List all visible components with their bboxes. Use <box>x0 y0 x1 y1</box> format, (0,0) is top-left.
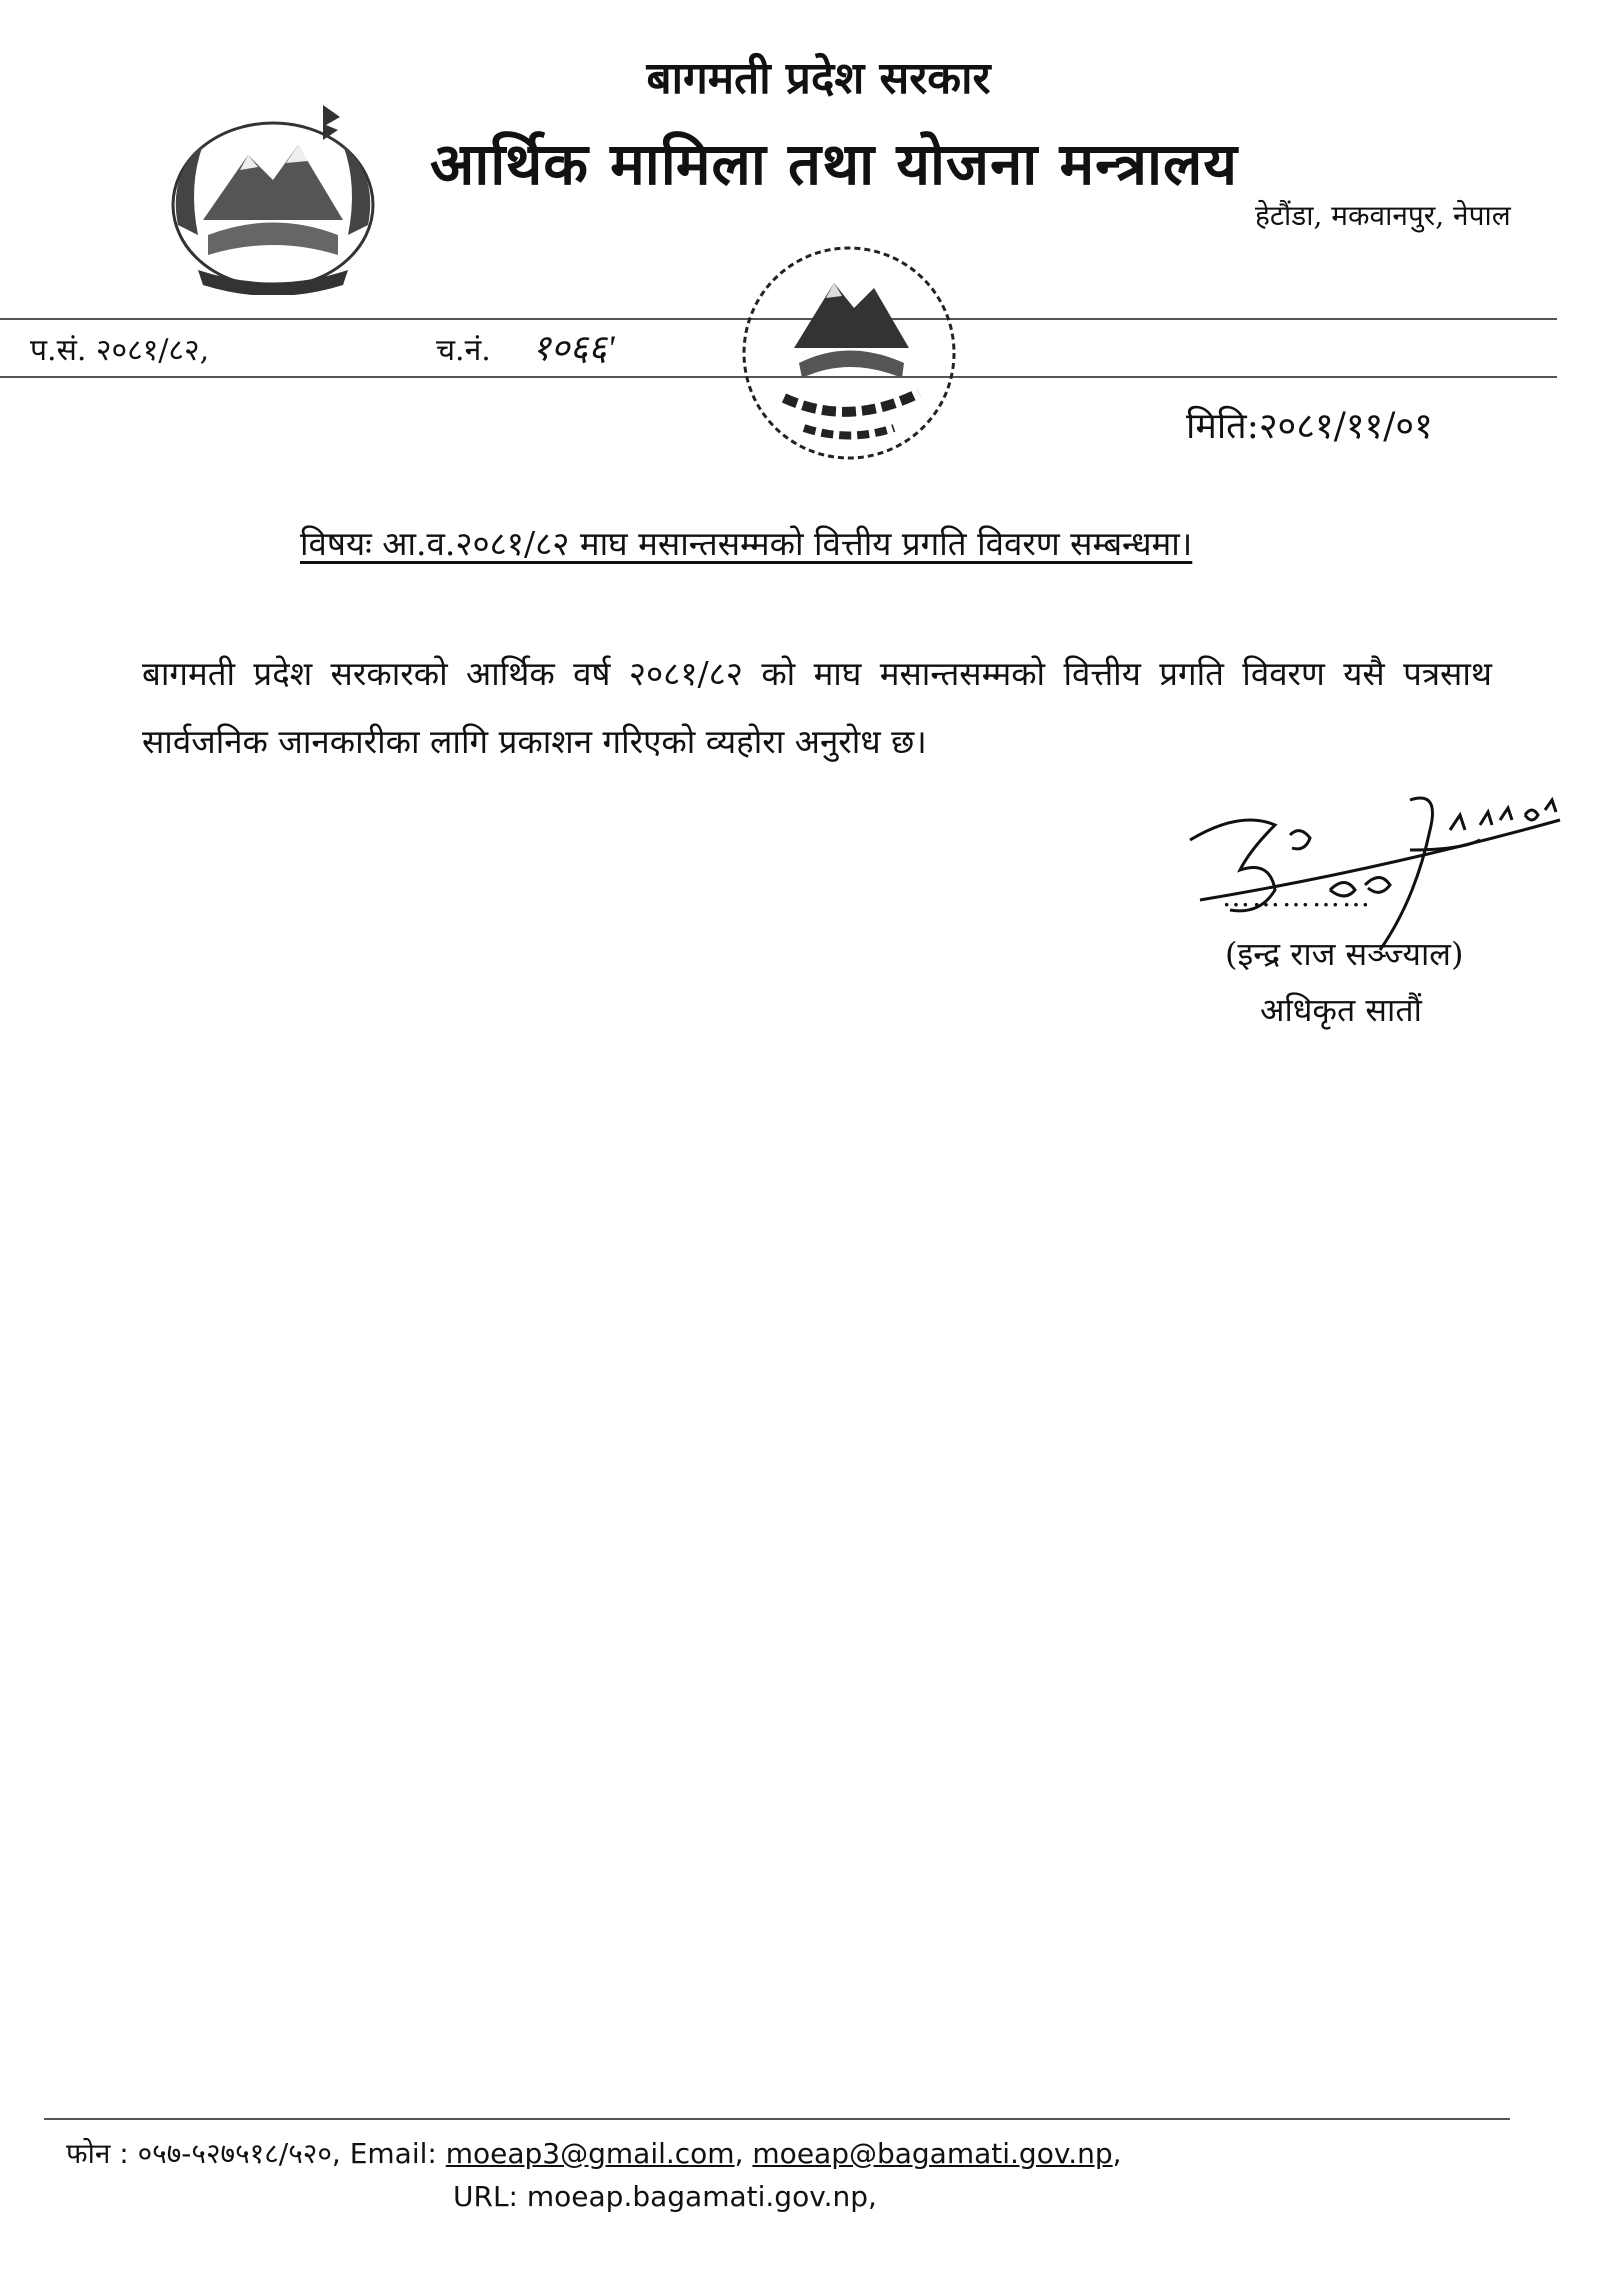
footer-contact-line <box>66 2134 1122 2172</box>
signatory-name: (इन्द्र राज सञ्ज्याल) <box>1225 935 1464 973</box>
phone-label: फोन : <box>66 2137 129 2170</box>
email-link-secondary[interactable]: moeap@bagamati.gov.np <box>752 2137 1113 2170</box>
footer-divider <box>44 2118 1510 2120</box>
letter-date: मिति:२०८१/११/०१ <box>1186 406 1433 447</box>
letter-reference-number: प.सं. २०८१/८२, <box>30 333 210 368</box>
nepal-emblem-icon <box>158 95 388 295</box>
dispatch-number-label: च.नं. <box>436 333 491 368</box>
office-address: हेटौंडा, मकवानपुर, नेपाल <box>1255 199 1511 232</box>
footer-url-line <box>453 2180 877 2213</box>
url-label: URL: <box>453 2180 518 2213</box>
letter-body: बागमती प्रदेश सरकारको आर्थिक वर्ष २०८१/८२ को माघ मसान्तसम्मको वित्तीय प्रगति विवरण यसै पत्रसाथ सार्वजनिक जानकारीका लागि प्रकाशन गरिएको व्यहोरा अनुरोध छ। <box>142 654 1492 761</box>
ministry-name: आर्थिक मामिला तथा योजना मन्त्रालय <box>430 130 1239 198</box>
office-seal-stamp <box>724 228 974 478</box>
government-name: बागमती प्रदेश सरकार <box>646 53 991 104</box>
phone-number: ०५७-५२७५१८/५२०, <box>137 2137 341 2170</box>
dispatch-number: १०६६' <box>532 328 615 368</box>
email-label: Email: <box>349 2137 437 2170</box>
signatory-title: अधिकृत सातौं <box>1260 991 1422 1029</box>
website-url[interactable]: moeap.bagamati.gov.np, <box>526 2180 877 2213</box>
email-trailing-comma: , <box>1112 2137 1122 2170</box>
email-link-primary[interactable]: moeap3@gmail.com <box>445 2137 735 2170</box>
signature-dots: …………… <box>1222 880 1372 913</box>
email-separator: , <box>734 2137 744 2170</box>
letter-subject: विषयः आ.व.२०८१/८२ माघ मसान्तसम्मको वित्तीय प्रगति विवरण सम्बन्धमा। <box>300 524 1193 563</box>
